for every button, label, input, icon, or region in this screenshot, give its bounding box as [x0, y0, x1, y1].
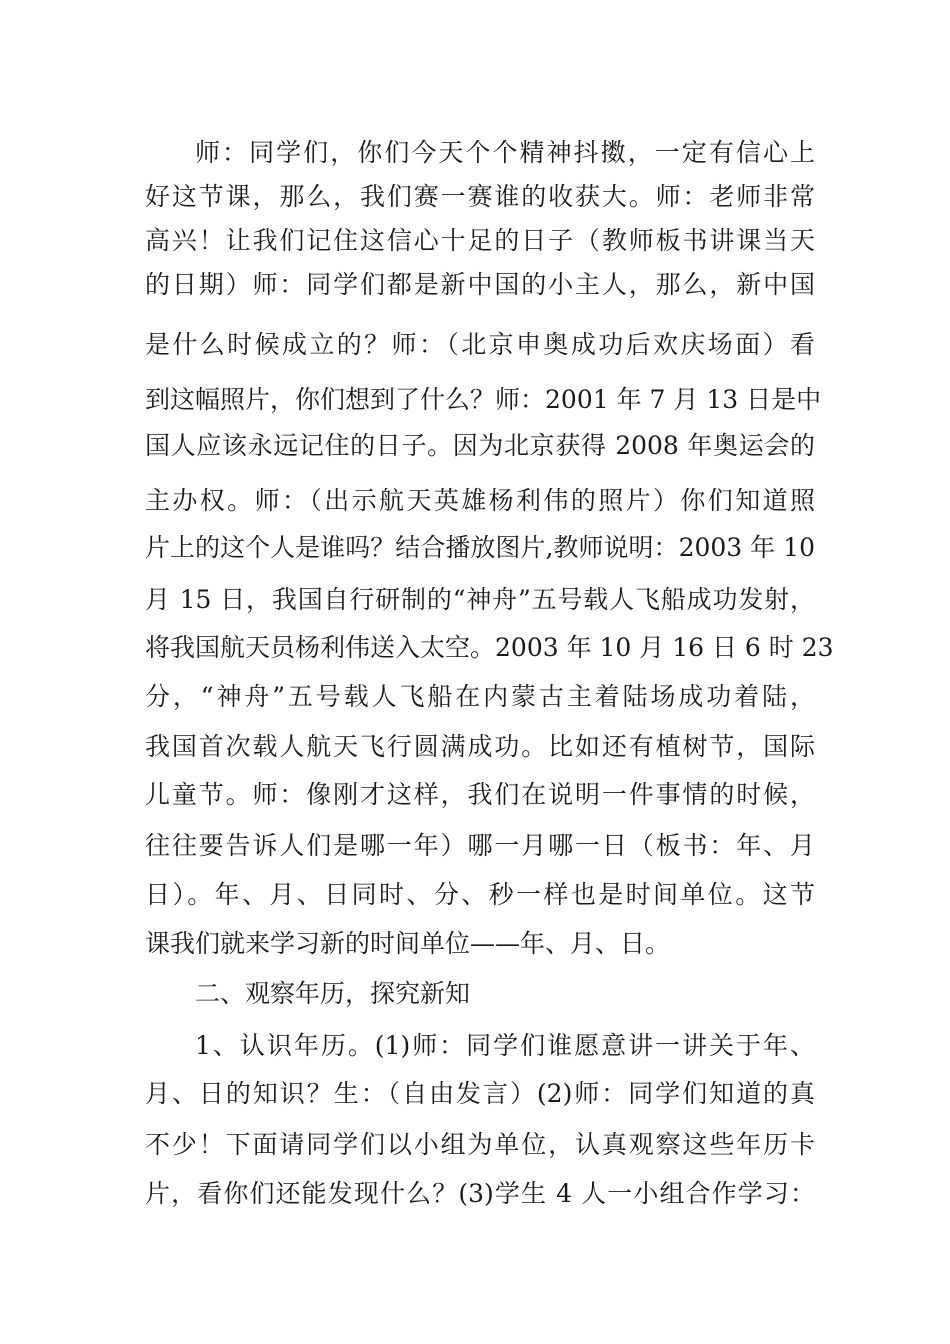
- text-line: 师：同学们，你们今天个个精神抖擞，一定有信心上: [195, 138, 815, 167]
- text-line: 儿童节。师：像刚才这样，我们在说明一件事情的时候，: [145, 780, 815, 809]
- text-line: 好这节课，那么，我们赛一赛谁的收获大。师：老师非常: [145, 182, 815, 211]
- section-heading: 二、观察年历，探究新知: [195, 979, 471, 1008]
- text-line: 片上的这个人是谁吗？结合播放图片,教师说明：2003 年 10: [145, 533, 815, 562]
- text-line: 国人应该永远记住的日子。因为北京获得 2008 年奥运会的: [145, 431, 815, 460]
- text-line: 的日期）师：同学们都是新中国的小主人，那么，新中国: [145, 270, 815, 299]
- text-line: 月、日的知识？生：（自由发言）(2)师：同学们知道的真: [145, 1079, 815, 1108]
- text-line: 1、认识年历。(1)师：同学们谁愿意讲一讲关于年、: [195, 1031, 815, 1060]
- text-line: 日）。年、月、日同时、分、秒一样也是时间单位。这节: [145, 880, 815, 909]
- text-line: 高兴！让我们记住这信心十足的日子（教师板书讲课当天: [145, 226, 815, 255]
- text-line: 将我国航天员杨利伟送入太空。2003 年 10 月 16 日 6 时 23: [145, 633, 834, 662]
- text-line: 不少！下面请同学们以小组为单位，认真观察这些年历卡: [145, 1130, 815, 1159]
- text-line: 月 15 日，我国自行研制的“神舟”五号载人飞船成功发射，: [145, 585, 815, 614]
- text-line: 到这幅照片，你们想到了什么？师：2001 年 7 月 13 日是中: [145, 385, 822, 414]
- text-line: 是什么时候成立的？师：（北京申奥成功后欢庆场面）看: [145, 330, 815, 359]
- text-line: 课我们就来学习新的时间单位——年、月、日。: [145, 929, 671, 958]
- text-line: 片，看你们还能发现什么？(3)学生 4 人一小组合作学习：: [145, 1179, 815, 1208]
- text-line: 主办权。师：（出示航天英雄杨利伟的照片）你们知道照: [145, 486, 815, 515]
- text-line: 往往要告诉人们是哪一年）哪一月哪一日（板书：年、月: [145, 831, 815, 860]
- text-line: 我国首次载人航天飞行圆满成功。比如还有植树节，国际: [145, 732, 815, 761]
- text-line: 分，“神舟”五号载人飞船在内蒙古主着陆场成功着陆，: [145, 682, 815, 711]
